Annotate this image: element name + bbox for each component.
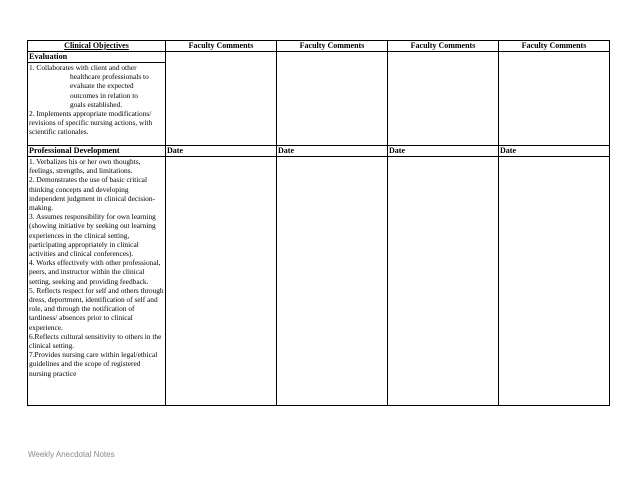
date-label-4: Date: [499, 146, 610, 157]
professional-title-row: [28, 146, 610, 157]
header-faculty-comments-1: Faculty Comments: [166, 41, 277, 52]
clinical-objectives-table: [27, 40, 610, 406]
professional-comment-cell-1[interactable]: [166, 157, 277, 406]
professional-comment-cell-2[interactable]: [277, 157, 388, 406]
professional-comment-cell-3[interactable]: [388, 157, 499, 406]
professional-development-title: Professional Development: [28, 146, 166, 157]
professional-item-5: 5. Reflects respect for self and others through dress, deportment, identification of self and role, and through the notification of tardiness/ absences prior to clinical experience.: [29, 285, 166, 332]
date-label-3: Date: [388, 146, 499, 157]
header-row: [28, 41, 610, 52]
header-clinical-objectives: Clinical Objectives: [28, 41, 166, 52]
professional-item-7: 7.Provides nursing care within legal/ethical guidelines and the scope of registered nursing practice: [29, 350, 158, 378]
evaluation-item-1: 1. Collaborates with client and other: [29, 63, 137, 72]
evaluation-title: Evaluation: [28, 52, 166, 63]
evaluation-comment-cell-3[interactable]: [388, 52, 499, 146]
date-label-1: Date: [166, 146, 277, 157]
professional-item-3: 3. Assumes responsibility for own learning (showing initiative by seeking out learning experiences in the clinical setting, participating appropriately in clinical activities and clinical conferences).: [29, 212, 156, 259]
header-faculty-comments-3: Faculty Comments: [388, 41, 499, 52]
professional-item-2: 2. Demonstrates the use of basic critical thinking concepts and developing independent judgment in clinical decision-making.: [29, 175, 156, 213]
footer-text: Weekly Anecdotal Notes: [28, 450, 115, 459]
professional-objectives: [28, 157, 166, 406]
evaluation-comment-cell-1[interactable]: [166, 52, 277, 146]
evaluation-comment-cell-2[interactable]: [277, 52, 388, 146]
evaluation-item-1-line-3: evaluate the expected: [70, 81, 134, 91]
evaluation-item-1-line-2: healthcare professionals to: [70, 72, 149, 82]
evaluation-item-2: 2. Implements appropriate modifications/ revisions of specific nursing actions, with scientific rationales.: [29, 109, 153, 137]
evaluation-item-1-line-4: outcomes in relation to: [70, 90, 138, 100]
header-faculty-comments-2: Faculty Comments: [277, 41, 388, 52]
professional-item-1: 1. Verbalizes his or her own thoughts, feelings, strengths, and limitations.: [29, 157, 141, 176]
professional-comment-cell-4[interactable]: [499, 157, 610, 406]
professional-item-6: 6.Reflects cultural sensitivity to others in the clinical setting.: [29, 331, 162, 351]
date-label-2: Date: [277, 146, 388, 157]
header-faculty-comments-4: Faculty Comments: [499, 41, 610, 52]
evaluation-objectives: [28, 63, 166, 146]
evaluation-comment-cell-4[interactable]: [499, 52, 610, 146]
evaluation-title-row: [28, 52, 610, 63]
evaluation-item-1-line-5: goals established.: [70, 99, 123, 109]
professional-content-row: [28, 157, 610, 406]
professional-item-4: 4. Works effectively with other professional, peers, and instructor within the clinical setting, seeking and providing feedback.: [29, 258, 161, 286]
